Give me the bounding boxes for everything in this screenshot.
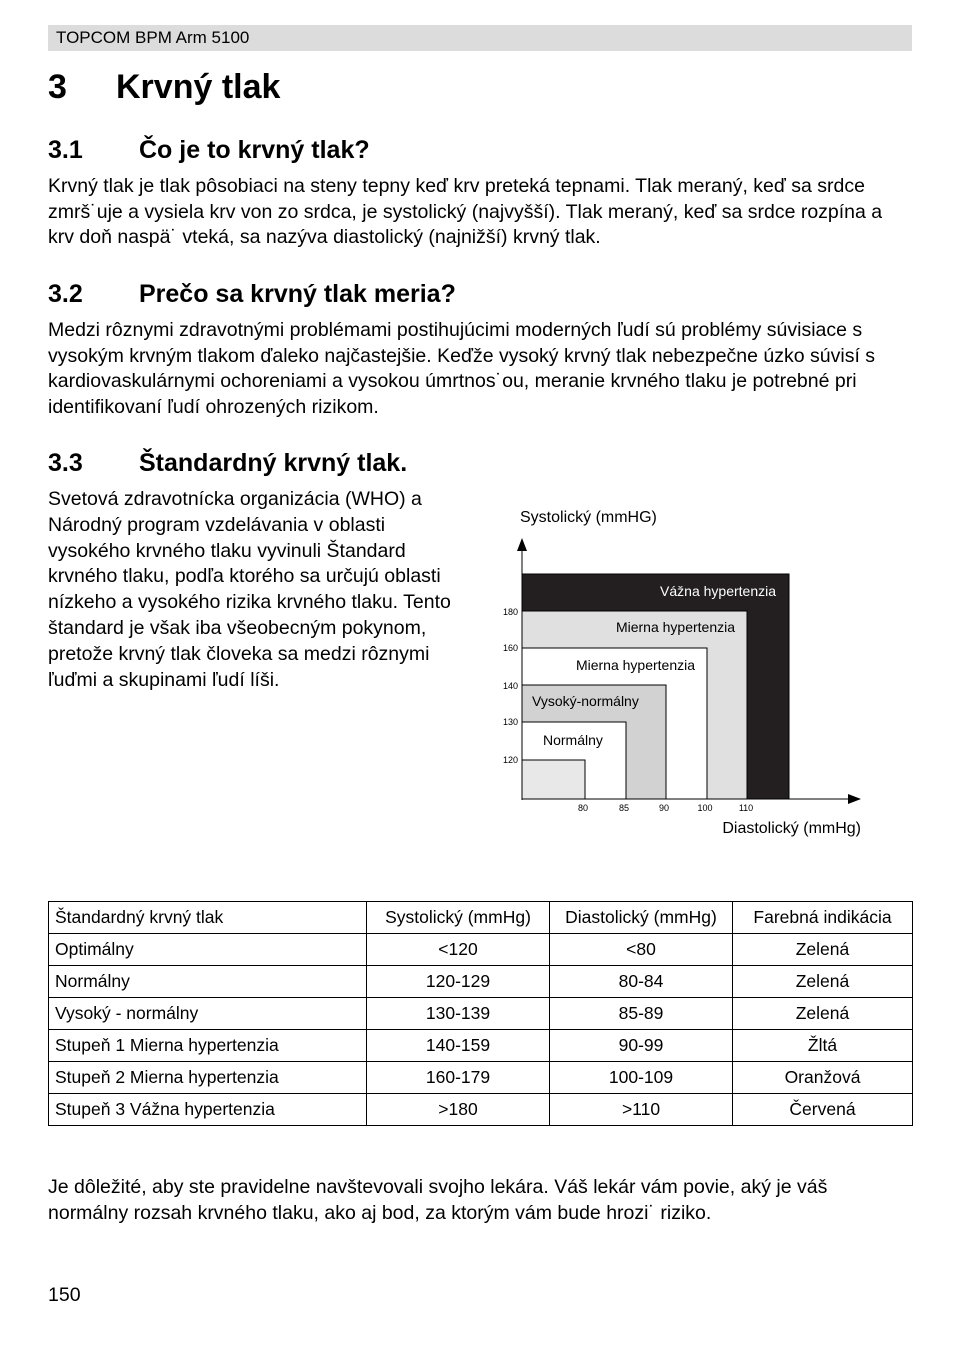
zone-label: Normálny <box>543 732 603 748</box>
zone-label: Vážna hypertenzia <box>660 583 776 599</box>
table-cell-systolic: >180 <box>367 1094 550 1126</box>
table-cell-color: Oranžová <box>733 1062 913 1094</box>
section-title: Štandardný krvný tlak. <box>139 449 408 477</box>
blood-pressure-table <box>48 901 913 1126</box>
zone-label: Vysoký-normálny <box>532 693 639 709</box>
table-cell-category: Stupeň 1 Mierna hypertenzia <box>49 1030 367 1062</box>
table-cell-diastolic: <80 <box>550 934 733 966</box>
section-3-3-text: Svetová zdravotnícka organizácia (WHO) a Národný program vzdelávania v oblasti vysokého krvného tlaku vyvinuli Štandard krvného tlaku, podľa ktorého sa určujú oblasti nízkeho a vysokého rizika krvného tlaku. Tento štandard je však iba všeobecným pokynom, pretože krvný tlak človeka sa medzi rôznymi ľuďmi a skupinami ľudí líši. <box>48 488 451 691</box>
table-cell-color: Červená <box>733 1094 913 1126</box>
col-header-diastolic: Diastolický (mmHg) <box>550 902 733 934</box>
table-cell-diastolic: 85-89 <box>550 998 733 1030</box>
section-title: Čo je to krvný tlak? <box>139 136 370 164</box>
y-tick-label: 140 <box>502 681 518 691</box>
section-title: Prečo sa krvný tlak meria? <box>139 280 456 308</box>
chapter-heading <box>48 68 280 107</box>
table-row <box>49 1062 913 1094</box>
table-cell-category: Stupeň 2 Mierna hypertenzia <box>49 1062 367 1094</box>
y-tick-label: 160 <box>502 643 518 653</box>
table-cell-systolic: 120-129 <box>367 966 550 998</box>
table-cell-diastolic: 90-99 <box>550 1030 733 1062</box>
running-header <box>48 25 912 51</box>
section-heading-3-1 <box>48 136 370 165</box>
x-axis-title: Diastolický (mmHg) <box>722 820 861 837</box>
header-title: TOPCOM BPM Arm 5100 <box>56 28 250 47</box>
zone-label: Mierna hypertenzia <box>615 619 735 635</box>
section-number: 3.3 <box>48 449 83 477</box>
table-cell-category: Optimálny <box>49 934 367 966</box>
table-row <box>49 998 913 1030</box>
table-row <box>49 934 913 966</box>
section-number: 3.1 <box>48 136 83 164</box>
table-cell-color: Žltá <box>733 1030 913 1062</box>
zone-1 <box>522 760 585 799</box>
table-cell-systolic: 140-159 <box>367 1030 550 1062</box>
x-tick-label: 80 <box>577 803 589 813</box>
table-cell-diastolic: >110 <box>550 1094 733 1126</box>
x-tick-label: 85 <box>618 803 630 813</box>
footer-paragraph: Je dôležité, aby ste pravidelne navštevovali svojho lekára. Váš lekár vám povie, aký je váš normálny rozsah krvného tlaku, ako aj bod, za ktorým vám bude hrozi˙ riziko. <box>48 1176 828 1224</box>
table-row <box>49 1030 913 1062</box>
table-cell-diastolic: 80-84 <box>550 966 733 998</box>
table-cell-category: Stupeň 3 Vážna hypertenzia <box>49 1094 367 1126</box>
table-row <box>49 1094 913 1126</box>
y-axis-title: Systolický (mmHG) <box>520 509 657 526</box>
section-3-2-text: Medzi rôznymi zdravotnými problémami postihujúcimi moderných ľudí sú problémy súvisiace s vysokým krvným tlakom ďaleko najčastejšie. Keďže vysoký krvný tlak nebezpečne úzko súvisí s kardiovaskulárnymi ochoreniami a vysokou úmrtnos˙ou, meranie krvného tlaku je potrebné pri identifikovaní ľudí ohrozených rizikom. <box>48 319 876 418</box>
table-row <box>49 966 913 998</box>
zone-label: Mierna hypertenzia <box>575 657 695 673</box>
table-cell-systolic: 130-139 <box>367 998 550 1030</box>
table-cell-category: Vysoký - normálny <box>49 998 367 1030</box>
col-header-color: Farebná indikácia <box>733 902 913 934</box>
page-number: 150 <box>48 1284 81 1306</box>
x-tick-label: 100 <box>697 803 713 813</box>
table-cell-systolic: <120 <box>367 934 550 966</box>
x-tick-label: 110 <box>738 803 754 813</box>
table-cell-color: Zelená <box>733 966 913 998</box>
section-number: 3.2 <box>48 280 83 308</box>
section-heading-3-3 <box>48 449 407 478</box>
blood-pressure-chart <box>490 500 890 845</box>
table-cell-color: Zelená <box>733 934 913 966</box>
table-cell-diastolic: 100-109 <box>550 1062 733 1094</box>
y-axis-arrow-icon <box>517 538 527 551</box>
y-tick-label: 120 <box>502 755 518 765</box>
x-tick-label: 90 <box>658 803 670 813</box>
chapter-title: Krvný tlak <box>116 68 281 106</box>
chapter-number: 3 <box>48 68 67 106</box>
y-tick-label: 180 <box>502 607 518 617</box>
section-3-1-text: Krvný tlak je tlak pôsobiaci na steny tepny keď krv preteká tepnami. Tlak meraný, keď sa srdce zmrš˙uje a vysiela krv von zo srdca, je systolický (najvyšší). Tlak meraný, keď sa srdce rozpína a krv doň naspä˙ vteká, sa nazýva diastolický (najnižší) krvný tlak. <box>48 175 883 248</box>
x-axis-arrow-icon <box>848 794 861 804</box>
table-cell-color: Zelená <box>733 998 913 1030</box>
table-header-row <box>49 902 913 934</box>
col-header-systolic: Systolický (mmHg) <box>367 902 550 934</box>
y-tick-label: 130 <box>502 717 518 727</box>
table-cell-systolic: 160-179 <box>367 1062 550 1094</box>
col-header-category: Štandardný krvný tlak <box>49 902 367 934</box>
section-heading-3-2 <box>48 280 456 309</box>
table-cell-category: Normálny <box>49 966 367 998</box>
